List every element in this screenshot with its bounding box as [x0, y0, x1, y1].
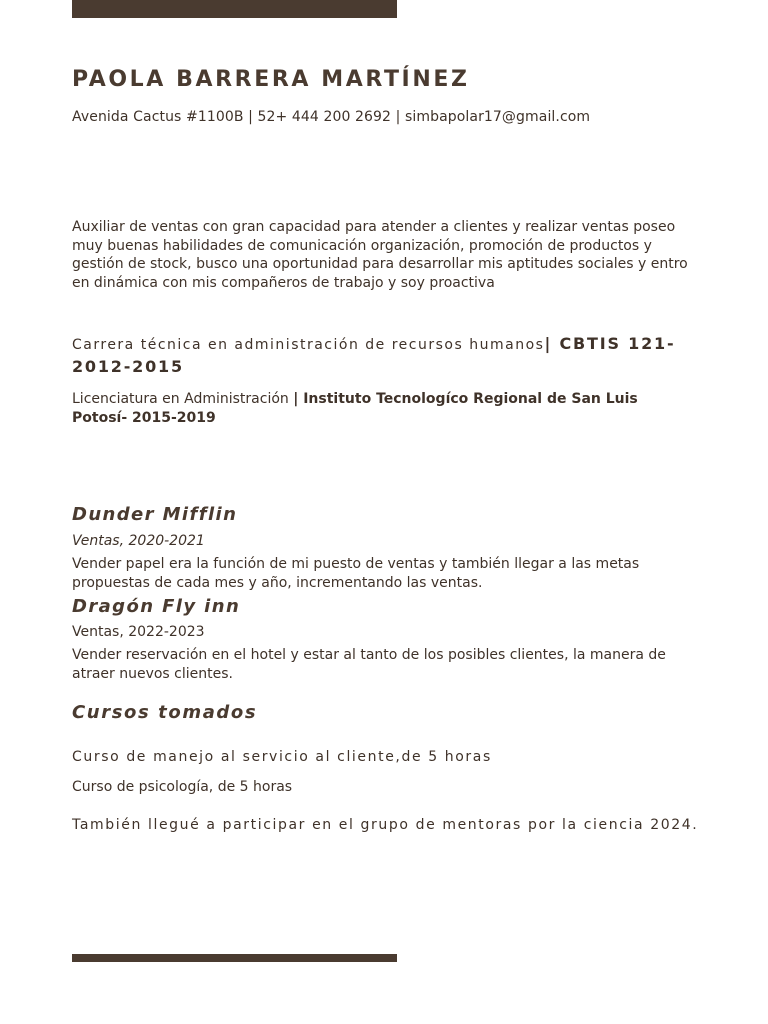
education-entry	[72, 390, 672, 427]
contact-info: Avenida Cactus #1100B | 52+ 444 200 2692 | simbapolar17@gmail.com	[72, 109, 591, 125]
education-entry	[72, 333, 697, 379]
course-item: Curso de manejo al servicio al cliente,de 5 horas	[72, 749, 492, 765]
course-item: También llegué a participar en el grupo de mentoras por la ciencia 2024.	[72, 817, 699, 833]
job-company: Dunder Mifflin	[72, 504, 238, 525]
bottom-accent-bar	[72, 954, 397, 962]
job-period: Ventas, 2020-2021	[72, 533, 205, 549]
course-item: Curso de psicología, de 5 horas	[72, 779, 293, 795]
candidate-name: PAOLA BARRERA MARTÍNEZ	[72, 67, 470, 92]
job-description: Vender papel era la función de mi puesto de ventas y también llegar a las metas propuestas de cada mes y año, incrementando las ventas.	[72, 556, 640, 591]
education-institution: | Instituto Tecnologíco Regional de San Luis Potosí- 2015-2019	[72, 391, 638, 426]
job-company: Dragón Fly inn	[72, 596, 241, 617]
courses-section-title: Cursos tomados	[72, 702, 258, 723]
education-degree: Licenciatura en Administración	[72, 391, 294, 407]
job-period: Ventas, 2022-2023	[72, 624, 205, 640]
top-accent-bar	[72, 0, 397, 18]
education-degree: Carrera técnica en administración de recursos humanos	[72, 337, 545, 353]
professional-summary: Auxiliar de ventas con gran capacidad para atender a clientes y realizar ventas poseo muy buenas habilidades de comunicación organización, promoción de productos y gestión de stock, busco una oportunidad para desarrollar mis aptitudes sociales y entro en dinámica con mis compañeros de trabajo y soy proactiva	[72, 219, 688, 291]
job-description: Vender reservación en el hotel y estar al tanto de los posibles clientes, la manera de atraer nuevos clientes.	[72, 647, 666, 682]
education-institution: | CBTIS 121- 2012-2015	[72, 334, 676, 376]
